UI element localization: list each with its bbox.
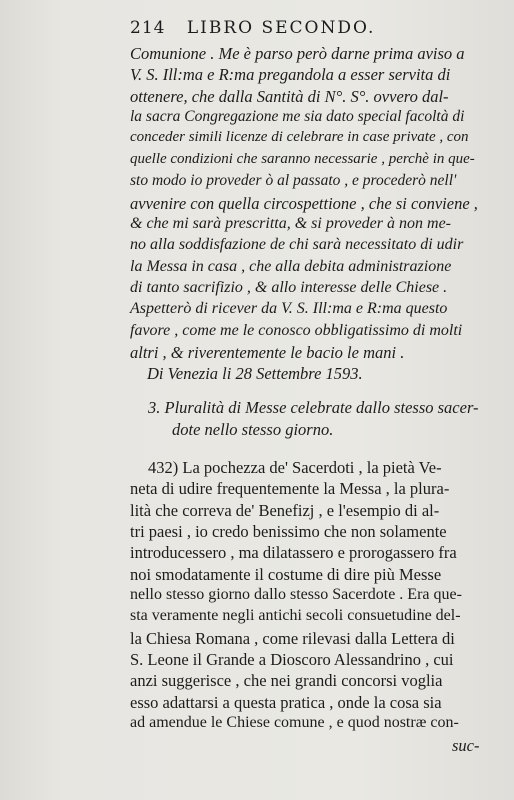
running-header: [130, 18, 494, 38]
section-heading-line: 3. Pluralità di Messe celebrate dallo stesso sacer-: [148, 398, 479, 417]
letter-line: la sacra Congregazione me sia dato special facoltà di: [130, 108, 465, 125]
letter-line: Comunione . Me è parso però darne prima aviso a: [130, 44, 465, 63]
letter-line: di tanto sacrifizio , & allo interesse delle Chiese .: [130, 279, 448, 296]
letter-line: & che mi sarà prescritta, & si proveder à non me-: [130, 215, 451, 232]
paragraph-line: nello stesso giorno dallo stesso Sacerdote . Era que-: [130, 586, 462, 603]
catchword: suc-: [452, 736, 480, 755]
page-number: 214: [130, 18, 166, 38]
letter-date: Di Venezia li 28 Settembre 1593.: [147, 364, 363, 383]
section-heading-line: dote nello stesso giorno.: [172, 420, 334, 439]
letter-line: conceder simili licenze di celebrare in case private , con: [130, 129, 469, 145]
letter-line: avvenire con quella circospettione , che si conviene ,: [130, 194, 478, 213]
paragraph-line: neta di udire frequentemente la Messa , la plura-: [130, 479, 450, 498]
paragraph-line: 432) La pochezza de' Sacerdoti , la pietà Ve-: [148, 458, 442, 477]
paragraph-line: ad amendue le Chiese comune , e quod nostræ con-: [130, 714, 459, 731]
letter-line: V. S. Ill:ma e R:ma pregandola a esser servita di: [130, 65, 451, 84]
paragraph-line: la Chiesa Romana , come rilevasi dalla Lettera di: [130, 629, 455, 648]
paragraph-line: sta veramente negli antichi secoli consuetudine del-: [130, 607, 461, 624]
letter-line: Aspetterò di ricever da V. S. Ill:ma e R:ma questo: [130, 300, 448, 317]
paragraph-line: noi smodatamente il costume di dire più Messe: [130, 565, 442, 584]
running-title: LIBRO SECONDO.: [186, 18, 376, 38]
letter-line: ottenere, che dalla Santità di N°. S°. ovvero dal-: [130, 87, 449, 106]
paragraph-line: esso adattarsi a questa pratica , onde la cosa sia: [130, 693, 442, 712]
paragraph-line: tri paesi , io credo benissimo che non solamente: [130, 522, 447, 541]
paragraph-line: introducessero , ma dilatassero e prorogassero fra: [130, 543, 457, 562]
letter-line: no alla soddisfazione de chi sarà necessitato di udir: [130, 236, 464, 253]
letter-line: la Messa in casa , che alla debita administrazione: [130, 258, 452, 275]
paragraph-line: S. Leone il Grande a Dioscoro Alessandrino , cui: [130, 650, 454, 669]
paragraph-line: lità che correva de' Benefizj , e l'esempio di al-: [130, 501, 440, 520]
letter-line: favore , come me le conosco obbligatissimo di molti: [130, 322, 463, 339]
letter-line: sto modo io proveder ò al passato , e procederò nell': [130, 172, 457, 189]
paragraph-line: anzi suggerisce , che nei grandi concorsi voglia: [130, 671, 443, 690]
letter-line: altri , & riverentemente le bacio le mani .: [130, 343, 405, 362]
letter-line: quelle condizioni che saranno necessarie , perchè in que-: [130, 151, 475, 167]
